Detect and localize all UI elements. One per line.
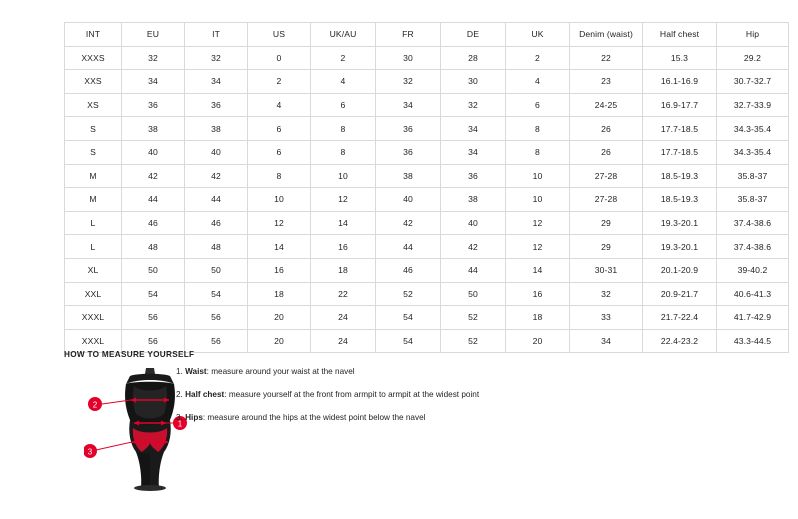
cell-hip: 35.8-37 [717, 164, 789, 188]
cell-fr: 36 [376, 117, 441, 141]
cell-fr: 42 [376, 211, 441, 235]
cell-hip: 40.6-41.3 [717, 282, 789, 306]
table-row [65, 70, 789, 94]
cell-denim-waist: 30-31 [570, 258, 643, 282]
cell-int: XXXS [65, 46, 122, 70]
cell-fr: 44 [376, 235, 441, 259]
instruction-item-waist [176, 366, 596, 377]
cell-eu: 54 [122, 282, 185, 306]
cell-us: 16 [248, 258, 311, 282]
cell-us: 10 [248, 188, 311, 212]
cell-uk: 12 [506, 235, 570, 259]
cell-hip: 29.2 [717, 46, 789, 70]
cell-uk-au: 4 [311, 70, 376, 94]
cell-us: 4 [248, 93, 311, 117]
cell-fr: 32 [376, 70, 441, 94]
cell-eu: 32 [122, 46, 185, 70]
instruction-text: : measure yourself at the front from armpit to armpit at the widest point [224, 390, 480, 399]
cell-eu: 56 [122, 306, 185, 330]
cell-it: 34 [185, 70, 248, 94]
cell-de: 32 [441, 93, 506, 117]
cell-it: 44 [185, 188, 248, 212]
cell-int: XS [65, 93, 122, 117]
cell-it: 56 [185, 329, 248, 353]
cell-int: S [65, 117, 122, 141]
column-header-int: INT [65, 23, 122, 47]
cell-half-chest: 17.7-18.5 [643, 117, 717, 141]
cell-uk: 10 [506, 164, 570, 188]
cell-it: 46 [185, 211, 248, 235]
cell-it: 40 [185, 140, 248, 164]
instruction-term: Waist [185, 367, 207, 376]
column-header-denim-waist: Denim (waist) [570, 23, 643, 47]
cell-fr: 36 [376, 140, 441, 164]
cell-denim-waist: 26 [570, 140, 643, 164]
table-row [65, 211, 789, 235]
cell-fr: 30 [376, 46, 441, 70]
instruction-index: 1. [176, 367, 183, 376]
cell-denim-waist: 34 [570, 329, 643, 353]
marker-3 [84, 444, 97, 458]
cell-int: XXXL [65, 306, 122, 330]
cell-uk-au: 10 [311, 164, 376, 188]
cell-int: S [65, 140, 122, 164]
cell-fr: 54 [376, 306, 441, 330]
cell-hip: 43.3-44.5 [717, 329, 789, 353]
size-chart-table-container [64, 22, 772, 353]
cell-uk-au: 24 [311, 329, 376, 353]
cell-uk-au: 6 [311, 93, 376, 117]
svg-text:3: 3 [87, 447, 93, 457]
cell-de: 36 [441, 164, 506, 188]
cell-eu: 36 [122, 93, 185, 117]
cell-us: 8 [248, 164, 311, 188]
table-row [65, 188, 789, 212]
column-header-hip: Hip [717, 23, 789, 47]
cell-hip: 35.8-37 [717, 188, 789, 212]
table-row [65, 140, 789, 164]
table-row [65, 306, 789, 330]
cell-uk-au: 2 [311, 46, 376, 70]
cell-hip: 39-40.2 [717, 258, 789, 282]
column-header-uk: UK [506, 23, 570, 47]
instruction-text: : measure around the hips at the widest point below the navel [202, 413, 426, 422]
cell-half-chest: 21.7-22.4 [643, 306, 717, 330]
cell-hip: 37.4-38.6 [717, 235, 789, 259]
column-header-it: IT [185, 23, 248, 47]
cell-de: 30 [441, 70, 506, 94]
cell-us: 2 [248, 70, 311, 94]
cell-us: 0 [248, 46, 311, 70]
cell-us: 18 [248, 282, 311, 306]
cell-denim-waist: 27-28 [570, 164, 643, 188]
cell-uk-au: 14 [311, 211, 376, 235]
cell-uk: 14 [506, 258, 570, 282]
size-chart-table [64, 22, 789, 353]
instruction-term: Half chest [185, 390, 225, 399]
cell-us: 6 [248, 117, 311, 141]
cell-it: 42 [185, 164, 248, 188]
column-header-eu: EU [122, 23, 185, 47]
cell-uk-au: 22 [311, 282, 376, 306]
cell-it: 50 [185, 258, 248, 282]
size-chart-body [65, 46, 789, 353]
how-to-measure-title: HOW TO MEASURE YOURSELF [64, 350, 195, 359]
cell-de: 52 [441, 329, 506, 353]
cell-int: XXL [65, 282, 122, 306]
cell-half-chest: 18.5-19.3 [643, 188, 717, 212]
instruction-item-half-chest [176, 389, 596, 400]
cell-half-chest: 19.3-20.1 [643, 235, 717, 259]
cell-denim-waist: 23 [570, 70, 643, 94]
cell-int: XXXL [65, 329, 122, 353]
table-header-row [65, 23, 789, 47]
column-header-fr: FR [376, 23, 441, 47]
cell-hip: 34.3-35.4 [717, 117, 789, 141]
cell-de: 42 [441, 235, 506, 259]
cell-de: 28 [441, 46, 506, 70]
cell-us: 20 [248, 306, 311, 330]
cell-uk-au: 18 [311, 258, 376, 282]
cell-it: 36 [185, 93, 248, 117]
cell-uk: 10 [506, 188, 570, 212]
cell-denim-waist: 27-28 [570, 188, 643, 212]
cell-uk-au: 8 [311, 140, 376, 164]
cell-uk: 4 [506, 70, 570, 94]
cell-de: 44 [441, 258, 506, 282]
cell-uk: 12 [506, 211, 570, 235]
cell-it: 56 [185, 306, 248, 330]
cell-denim-waist: 26 [570, 117, 643, 141]
cell-fr: 52 [376, 282, 441, 306]
cell-half-chest: 17.7-18.5 [643, 140, 717, 164]
cell-denim-waist: 29 [570, 211, 643, 235]
cell-eu: 34 [122, 70, 185, 94]
cell-us: 14 [248, 235, 311, 259]
cell-int: L [65, 235, 122, 259]
cell-hip: 37.4-38.6 [717, 211, 789, 235]
mannequin-body [125, 368, 175, 491]
cell-us: 6 [248, 140, 311, 164]
cell-it: 48 [185, 235, 248, 259]
cell-de: 52 [441, 306, 506, 330]
cell-int: XL [65, 258, 122, 282]
cell-eu: 46 [122, 211, 185, 235]
cell-uk-au: 16 [311, 235, 376, 259]
cell-hip: 34.3-35.4 [717, 140, 789, 164]
column-header-de: DE [441, 23, 506, 47]
cell-uk: 6 [506, 93, 570, 117]
cell-int: XXS [65, 70, 122, 94]
cell-eu: 48 [122, 235, 185, 259]
cell-it: 54 [185, 282, 248, 306]
cell-de: 34 [441, 117, 506, 141]
cell-de: 34 [441, 140, 506, 164]
measure-instructions-list [176, 366, 596, 435]
cell-hip: 32.7-33.9 [717, 93, 789, 117]
table-row [65, 235, 789, 259]
table-row [65, 117, 789, 141]
cell-denim-waist: 22 [570, 46, 643, 70]
table-row [65, 93, 789, 117]
cell-de: 50 [441, 282, 506, 306]
cell-denim-waist: 24-25 [570, 93, 643, 117]
cell-hip: 30.7-32.7 [717, 70, 789, 94]
cell-half-chest: 20.9-21.7 [643, 282, 717, 306]
cell-fr: 54 [376, 329, 441, 353]
cell-fr: 46 [376, 258, 441, 282]
cell-uk-au: 12 [311, 188, 376, 212]
cell-uk: 8 [506, 117, 570, 141]
instruction-item-hips [176, 412, 596, 423]
column-header-half-chest: Half chest [643, 23, 717, 47]
cell-half-chest: 18.5-19.3 [643, 164, 717, 188]
cell-fr: 34 [376, 93, 441, 117]
cell-half-chest: 20.1-20.9 [643, 258, 717, 282]
svg-text:2: 2 [92, 400, 98, 410]
instruction-index: 3. [176, 413, 183, 422]
cell-uk-au: 24 [311, 306, 376, 330]
cell-eu: 44 [122, 188, 185, 212]
cell-fr: 40 [376, 188, 441, 212]
cell-int: L [65, 211, 122, 235]
svg-text:1: 1 [177, 419, 183, 429]
cell-eu: 50 [122, 258, 185, 282]
cell-uk: 2 [506, 46, 570, 70]
cell-de: 40 [441, 211, 506, 235]
cell-eu: 42 [122, 164, 185, 188]
cell-de: 38 [441, 188, 506, 212]
cell-eu: 40 [122, 140, 185, 164]
marker-2 [88, 397, 102, 411]
table-row [65, 258, 789, 282]
table-row [65, 46, 789, 70]
instruction-index: 2. [176, 390, 183, 399]
cell-it: 32 [185, 46, 248, 70]
cell-int: M [65, 188, 122, 212]
cell-half-chest: 16.1-16.9 [643, 70, 717, 94]
cell-hip: 41.7-42.9 [717, 306, 789, 330]
cell-uk: 18 [506, 306, 570, 330]
table-row [65, 164, 789, 188]
cell-half-chest: 22.4-23.2 [643, 329, 717, 353]
cell-uk: 16 [506, 282, 570, 306]
cell-denim-waist: 32 [570, 282, 643, 306]
cell-eu: 56 [122, 329, 185, 353]
instruction-text: : measure around your waist at the navel [206, 367, 355, 376]
cell-uk: 8 [506, 140, 570, 164]
cell-uk-au: 8 [311, 117, 376, 141]
cell-int: M [65, 164, 122, 188]
cell-us: 12 [248, 211, 311, 235]
cell-eu: 38 [122, 117, 185, 141]
cell-half-chest: 16.9-17.7 [643, 93, 717, 117]
column-header-us: US [248, 23, 311, 47]
size-chart-header [65, 23, 789, 47]
cell-fr: 38 [376, 164, 441, 188]
table-row [65, 282, 789, 306]
cell-half-chest: 15.3 [643, 46, 717, 70]
cell-denim-waist: 29 [570, 235, 643, 259]
cell-us: 20 [248, 329, 311, 353]
instruction-term: Hips [185, 413, 203, 422]
cell-it: 38 [185, 117, 248, 141]
column-header-uk-au: UK/AU [311, 23, 376, 47]
cell-denim-waist: 33 [570, 306, 643, 330]
cell-uk: 20 [506, 329, 570, 353]
cell-half-chest: 19.3-20.1 [643, 211, 717, 235]
